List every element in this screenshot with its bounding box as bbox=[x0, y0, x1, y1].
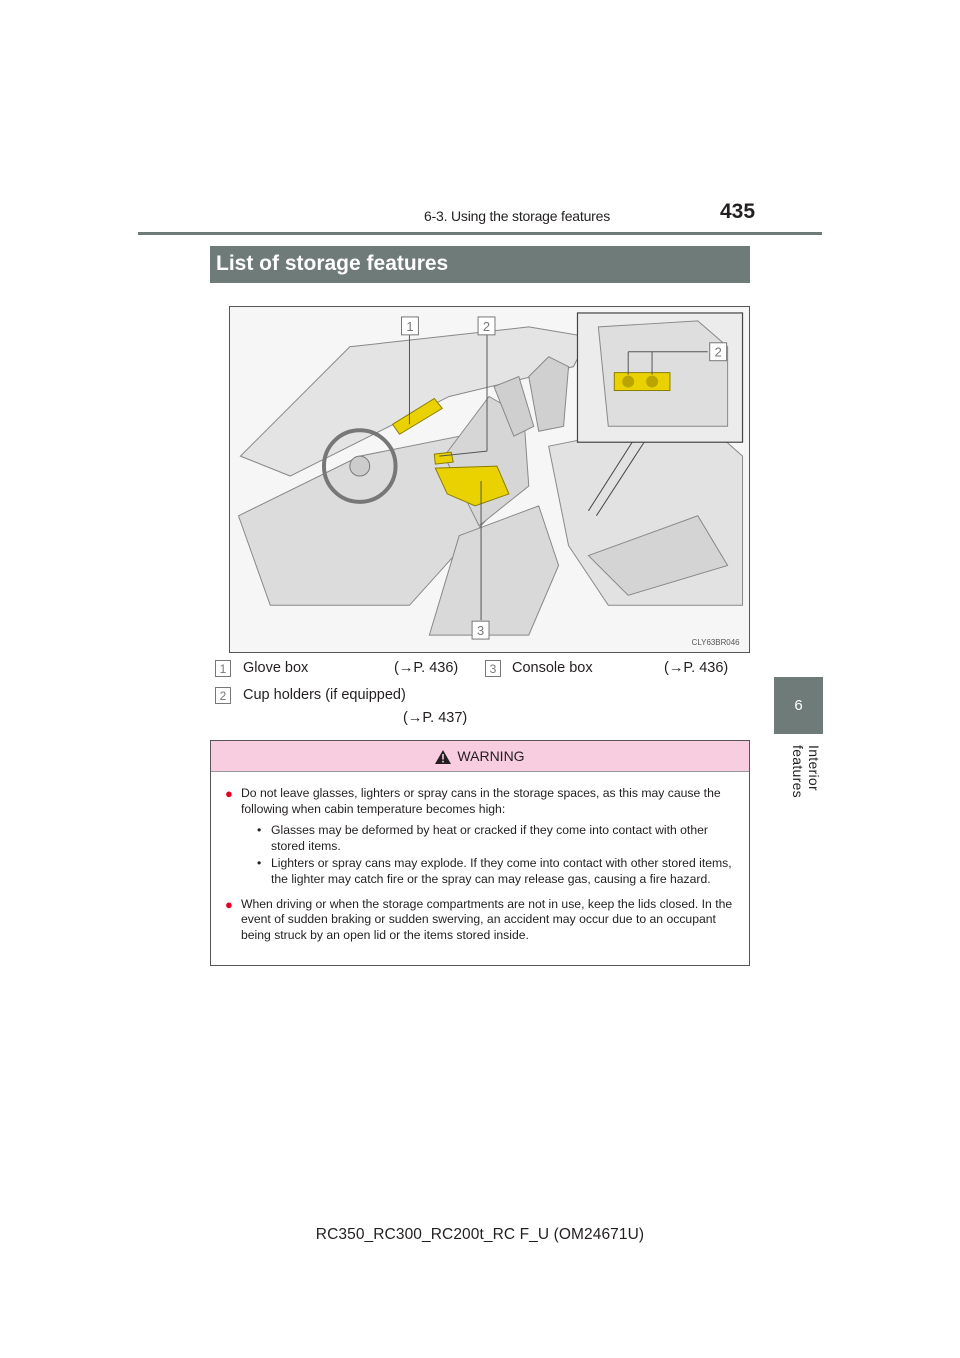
section-title: 6-3. Using the storage features bbox=[424, 208, 611, 224]
bullet-icon: ● bbox=[225, 896, 233, 912]
legend-ref: (→P. 436) bbox=[394, 660, 459, 676]
legend-item-glove-box bbox=[215, 660, 459, 677]
warning-title: WARNING bbox=[457, 748, 525, 764]
warning-bullet bbox=[225, 897, 743, 944]
callout-3 bbox=[472, 621, 489, 639]
legend-number: 3 bbox=[485, 660, 501, 677]
legend-ref: (→P. 436) bbox=[664, 660, 729, 676]
legend-ref: (→P. 437) bbox=[403, 710, 468, 726]
warning-subtext: Lighters or spray cans may explode. If they come into contact with other stored items, the lighter may catch fire or the spray can may release gas, causing a fire hazard. bbox=[271, 856, 732, 886]
warning-subitem bbox=[257, 856, 743, 887]
interior-illustration bbox=[229, 306, 750, 653]
svg-text:2: 2 bbox=[482, 318, 491, 334]
interior-drawing bbox=[230, 307, 749, 652]
warning-text: When driving or when the storage compartments are not in use, keep the lids closed. In the event of sudden braking or sudden swerving, an accident may occur due to an occupant being struck by an open lid or the items stored inside. bbox=[241, 896, 733, 942]
page-number: 435 bbox=[720, 200, 756, 223]
bullet-icon: • bbox=[257, 856, 262, 871]
section-heading bbox=[210, 246, 750, 283]
legend-label: Console box bbox=[512, 660, 593, 676]
section-heading-text: List of storage features bbox=[216, 252, 449, 275]
callout-2 bbox=[478, 317, 495, 335]
warning-icon bbox=[435, 750, 451, 764]
callout-2-inset bbox=[710, 343, 727, 361]
legend-label: Glove box bbox=[243, 660, 309, 676]
svg-text:2: 2 bbox=[714, 344, 722, 360]
warning-subitem bbox=[257, 823, 743, 854]
legend-label: Cup holders (if equipped) bbox=[243, 687, 406, 703]
chapter-tab: 6 bbox=[774, 677, 823, 734]
warning-header bbox=[211, 741, 749, 772]
chapter-label: Interior features bbox=[790, 745, 822, 798]
header-rule bbox=[138, 232, 822, 235]
legend-number: 1 bbox=[215, 660, 231, 677]
svg-text:3: 3 bbox=[476, 623, 485, 639]
svg-text:1: 1 bbox=[406, 318, 414, 334]
warning-subtext: Glasses may be deformed by heat or cracked if they come into contact with other stored items. bbox=[271, 823, 708, 853]
bullet-icon: • bbox=[257, 823, 262, 838]
legend-item-cup-holders bbox=[215, 687, 468, 726]
figure-code: CLY63BR046 bbox=[691, 638, 740, 648]
warning-body bbox=[211, 772, 749, 943]
legend-item-console-box bbox=[485, 660, 729, 677]
bullet-icon: ● bbox=[225, 786, 233, 801]
legend-number: 2 bbox=[215, 687, 231, 704]
warning-box bbox=[210, 740, 750, 966]
footer-model-code: RC350_RC300_RC200t_RC F_U (OM24671U) bbox=[315, 1226, 645, 1243]
warning-bullet bbox=[225, 786, 743, 890]
callout-1 bbox=[402, 317, 419, 335]
warning-text: Do not leave glasses, lighters or spray cans in the storage spaces, as this may cause the following when cabin temperature becomes high: bbox=[241, 786, 721, 816]
